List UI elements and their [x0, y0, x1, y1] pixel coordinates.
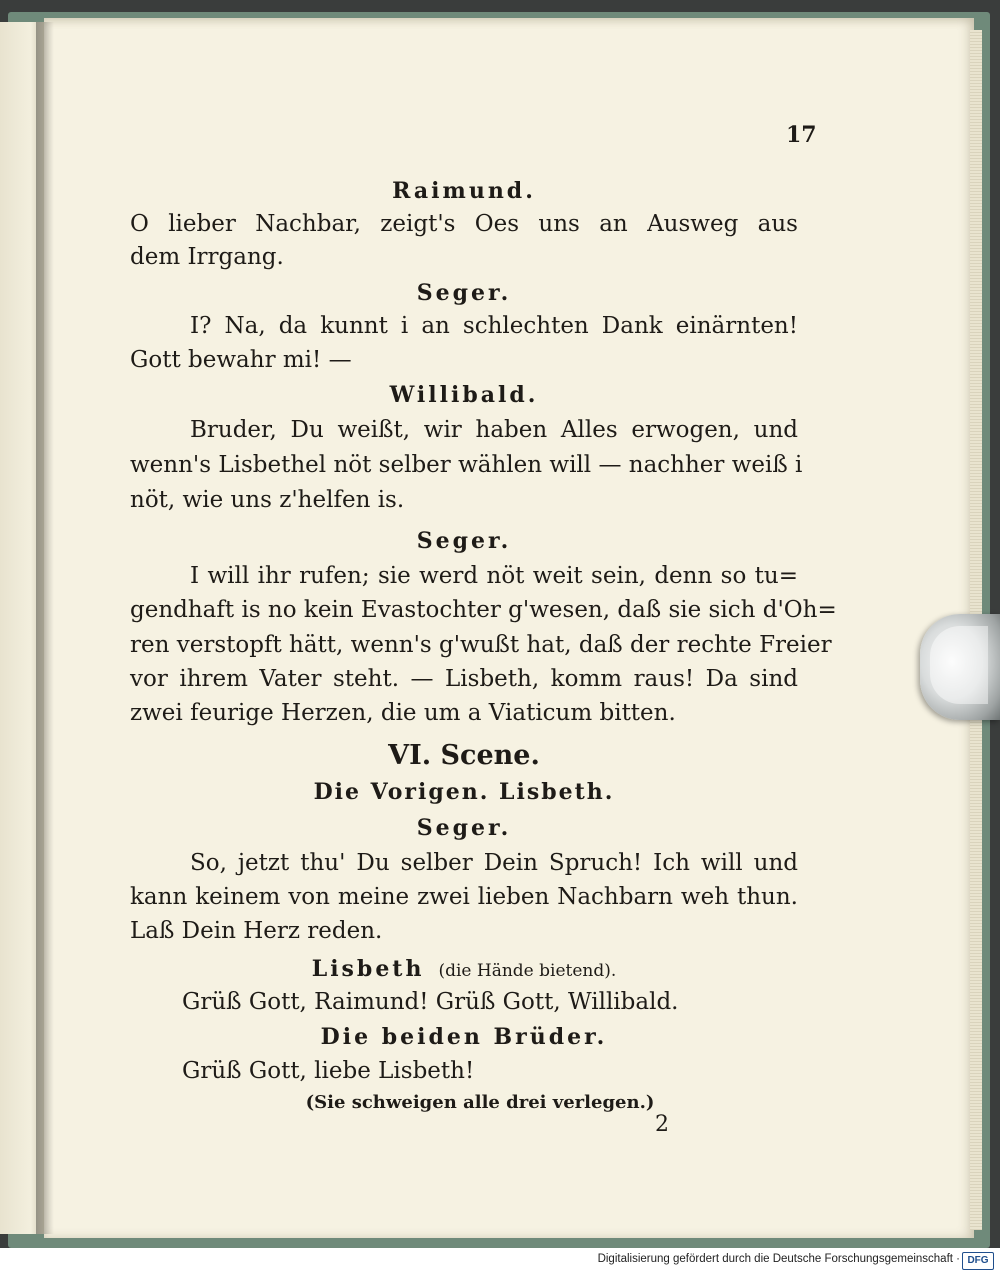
footer-credit: Digitalisierung gefördert durch die Deutsche Forschungsgemeinschaft · [597, 1253, 960, 1265]
dfg-logo: DFG [962, 1252, 994, 1270]
page-clip [920, 614, 1000, 720]
text-line: Bruder, Du weißt, wir haben Alles erwogen, und [190, 417, 798, 443]
stage-direction: (die Hände bietend). [438, 961, 617, 981]
speaker-with-direction [128, 956, 800, 982]
stage-direction: (Sie schweigen alle drei verlegen.) [305, 1092, 655, 1113]
scene-heading: VI. Scene. [388, 740, 540, 771]
text-line: gendhaft is no kein Evastochter g'wesen, daß sie sich d'Oh= [130, 597, 837, 623]
speaker-name: Seger. [416, 815, 512, 841]
footer-bar [0, 1248, 1000, 1274]
text-line: nöt, wie uns z'helfen is. [130, 487, 405, 513]
text-line: kann keinem von meine zwei lieben Nachbarn weh thun. [130, 884, 798, 910]
speaker-name: Raimund. [392, 178, 536, 204]
spine-shadow [36, 22, 54, 1234]
text-line: I? Na, da kunnt i an schlechten Dank einärnten! [190, 313, 798, 339]
text-line: So, jetzt thu' Du selber Dein Spruch! Ich will und [190, 850, 798, 876]
speaker-name: Seger. [416, 528, 512, 554]
text-line: Laß Dein Herz reden. [130, 918, 383, 944]
text-line: Grüß Gott, Raimund! Grüß Gott, Willibald. [182, 989, 679, 1015]
text-line: wenn's Lisbethel nöt selber wählen will — nachher weiß i [130, 452, 803, 478]
text-line: O lieber Nachbar, zeigt's Oes uns an Ausweg aus [130, 211, 798, 237]
text-line: vor ihrem Vater steht. — Lisbeth, komm raus! Da sind [130, 666, 798, 692]
speaker-name: Seger. [416, 280, 512, 306]
text-line: ren verstopft hätt, wenn's g'wußt hat, daß der rechte Freier [130, 632, 832, 658]
speaker-name: Willibald. [389, 382, 539, 408]
speaker-name: Lisbeth [311, 956, 425, 982]
page-number: 17 [786, 122, 817, 148]
text-line: zwei feurige Herzen, die um a Viaticum bitten. [130, 700, 676, 726]
signature-mark: 2 [655, 1112, 669, 1137]
speaker-name: Die beiden Brüder. [320, 1024, 608, 1050]
text-line: I will ihr rufen; sie werd nöt weit sein, denn so tu= [190, 563, 798, 589]
speaker-name: Die Vorigen. Lisbeth. [313, 779, 615, 805]
text-line: Gott bewahr mi! — [130, 347, 352, 373]
text-line: Grüß Gott, liebe Lisbeth! [182, 1058, 475, 1084]
text-line: dem Irrgang. [130, 244, 284, 270]
